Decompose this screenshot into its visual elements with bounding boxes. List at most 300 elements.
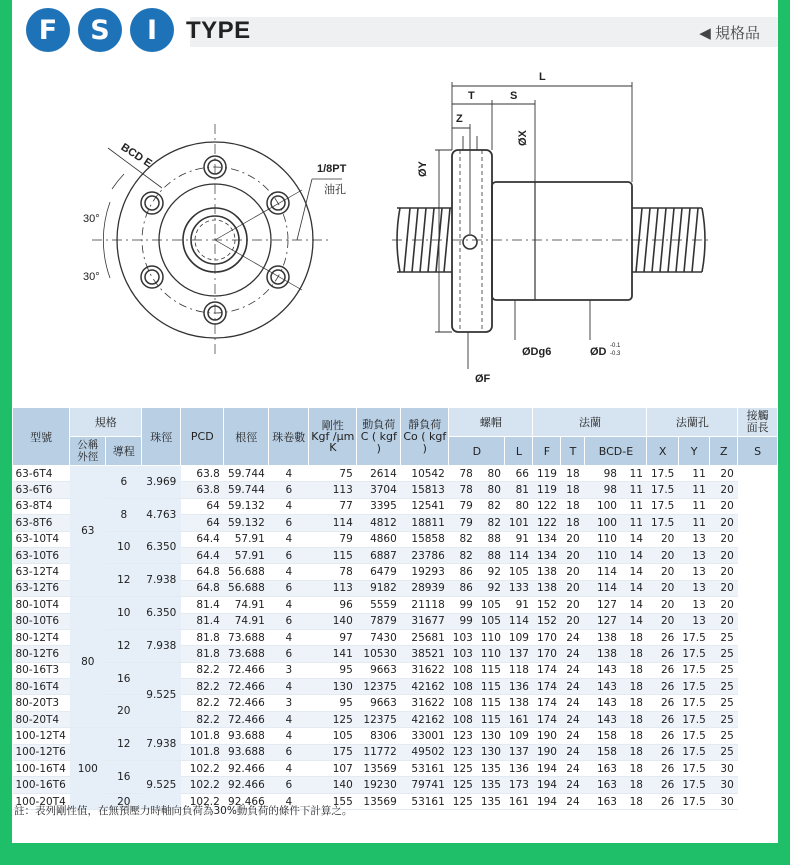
hole-x-cell: 14 — [621, 531, 647, 547]
flange-t-cell: 24 — [561, 711, 585, 727]
circuits-cell: 4 — [269, 793, 309, 809]
rigidity-cell: 97 — [309, 629, 357, 645]
nut-d1-cell: 103 — [449, 646, 477, 662]
dyn-load-cell: 6479 — [357, 564, 401, 580]
nut-l-cell: 109 — [505, 728, 533, 744]
static-load-cell: 33001 — [401, 728, 449, 744]
nut-d1-cell: 103 — [449, 629, 477, 645]
ball-dia-cell: 7.938 — [142, 564, 181, 597]
pcd-cell: 64.4 — [181, 547, 224, 563]
table-row — [13, 498, 778, 514]
nominal-od-cell: 63 — [70, 466, 106, 597]
static-load-cell: 38521 — [401, 646, 449, 662]
flange-t-cell: 24 — [561, 662, 585, 678]
hole-x-cell: 11 — [621, 498, 647, 514]
flange-bcd-cell: 143 — [585, 711, 621, 727]
model-cell: 63-12T4 — [13, 564, 70, 580]
hole-x-cell: 18 — [621, 711, 647, 727]
contact-len-cell: 20 — [710, 515, 738, 531]
nut-d1-cell: 125 — [449, 777, 477, 793]
circuits-cell: 3 — [269, 662, 309, 678]
contact-len-cell: 20 — [710, 613, 738, 629]
hole-y-cell: 26 — [647, 744, 678, 760]
th-lead: 導程 — [106, 437, 142, 466]
nut-l-cell: 91 — [505, 597, 533, 613]
pcd-cell: 101.8 — [181, 728, 224, 744]
root-dia-cell: 74.91 — [224, 613, 269, 629]
flange-bcd-cell: 143 — [585, 662, 621, 678]
root-dia-cell: 92.466 — [224, 761, 269, 777]
flange-t-cell: 24 — [561, 695, 585, 711]
badge-f: F — [26, 8, 70, 52]
pcd-cell: 63.8 — [181, 482, 224, 498]
nut-l-cell: 80 — [505, 498, 533, 514]
hole-z-cell: 11 — [678, 498, 709, 514]
flange-bcd-cell: 110 — [585, 531, 621, 547]
dyn-load-cell: 11772 — [357, 744, 401, 760]
flange-t-cell: 18 — [561, 466, 585, 482]
contact-len-cell: 25 — [710, 695, 738, 711]
hole-y-cell: 20 — [647, 597, 678, 613]
angle-top-label: 30° — [83, 213, 100, 225]
hole-x-cell: 18 — [621, 744, 647, 760]
th-BCDE: BCD-E — [585, 437, 647, 466]
contact-len-cell: 20 — [710, 531, 738, 547]
root-dia-cell: 59.132 — [224, 515, 269, 531]
static-load-cell: 53161 — [401, 761, 449, 777]
flange-t-cell: 18 — [561, 498, 585, 514]
pcd-cell: 82.2 — [181, 711, 224, 727]
nut-l-cell: 138 — [505, 695, 533, 711]
th-contact-len: 接觸 面長 — [738, 408, 778, 437]
flange-f-cell: 134 — [533, 547, 561, 563]
oil-port-label: 1/8PT — [317, 163, 347, 175]
spec-link[interactable]: ◀ 規格品 — [699, 25, 760, 42]
dim-D: ØD — [590, 346, 607, 358]
root-dia-cell: 57.91 — [224, 531, 269, 547]
contact-len-cell: 20 — [710, 547, 738, 563]
lead-cell: 16 — [106, 761, 142, 794]
pcd-cell: 81.8 — [181, 629, 224, 645]
contact-len-cell: 25 — [710, 711, 738, 727]
flange-f-cell: 170 — [533, 629, 561, 645]
rigidity-cell: 105 — [309, 728, 357, 744]
lead-cell: 20 — [106, 695, 142, 728]
hole-x-cell: 18 — [621, 646, 647, 662]
contact-len-cell: 20 — [710, 564, 738, 580]
dyn-load-cell: 7430 — [357, 629, 401, 645]
flange-f-cell: 190 — [533, 744, 561, 760]
rigidity-cell: 77 — [309, 498, 357, 514]
dyn-load-cell: 12375 — [357, 711, 401, 727]
table-row — [13, 466, 778, 482]
static-load-cell: 10542 — [401, 466, 449, 482]
model-cell: 80-20T4 — [13, 711, 70, 727]
nut-d2-cell: 92 — [477, 580, 505, 596]
hole-z-cell: 13 — [678, 580, 709, 596]
circuits-cell: 4 — [269, 629, 309, 645]
circuits-cell: 6 — [269, 646, 309, 662]
hole-y-cell: 26 — [647, 662, 678, 678]
nut-l-cell: 114 — [505, 547, 533, 563]
static-load-cell: 15858 — [401, 531, 449, 547]
hole-z-cell: 13 — [678, 547, 709, 563]
root-dia-cell: 59.744 — [224, 482, 269, 498]
lead-cell: 12 — [106, 728, 142, 761]
flange-f-cell: 119 — [533, 482, 561, 498]
flange-bcd-cell: 163 — [585, 793, 621, 809]
badge-s: S — [78, 8, 122, 52]
hole-z-cell: 13 — [678, 531, 709, 547]
dyn-load-cell: 9663 — [357, 695, 401, 711]
model-cell: 63-12T6 — [13, 580, 70, 596]
ball-dia-cell: 7.938 — [142, 629, 181, 662]
dim-Dg6: ØDg6 — [522, 346, 552, 358]
table-row — [13, 695, 778, 711]
hole-x-cell: 14 — [621, 613, 647, 629]
contact-len-cell: 25 — [710, 728, 738, 744]
root-dia-cell: 72.466 — [224, 695, 269, 711]
ball-dia-cell: 7.938 — [142, 728, 181, 761]
flange-bcd-cell: 143 — [585, 679, 621, 695]
hole-x-cell: 14 — [621, 597, 647, 613]
dyn-load-cell: 8306 — [357, 728, 401, 744]
th-F: F — [533, 437, 561, 466]
th-X: X — [647, 437, 678, 466]
rigidity-cell: 141 — [309, 646, 357, 662]
static-load-cell: 31622 — [401, 662, 449, 678]
nut-d1-cell: 108 — [449, 679, 477, 695]
rigidity-cell: 140 — [309, 777, 357, 793]
static-load-cell: 31622 — [401, 695, 449, 711]
th-rigidity: 剛性 Kgf /μm K — [309, 408, 357, 466]
model-cell: 100-20T4 — [13, 793, 70, 809]
nut-d1-cell: 108 — [449, 662, 477, 678]
pcd-cell: 64.4 — [181, 531, 224, 547]
flange-side — [452, 150, 492, 332]
circuits-cell: 6 — [269, 744, 309, 760]
spec-table-body — [13, 466, 778, 810]
contact-len-cell: 20 — [710, 580, 738, 596]
static-load-cell: 23786 — [401, 547, 449, 563]
dyn-load-cell: 4812 — [357, 515, 401, 531]
hole-z-cell: 17.5 — [678, 744, 709, 760]
nominal-od-cell: 80 — [70, 597, 106, 728]
model-cell: 100-12T6 — [13, 744, 70, 760]
badge-i: I — [130, 8, 174, 52]
nut-d1-cell: 82 — [449, 531, 477, 547]
flange-bcd-cell: 110 — [585, 547, 621, 563]
contact-len-cell: 30 — [710, 761, 738, 777]
hole-x-cell: 14 — [621, 564, 647, 580]
hole-y-cell: 17.5 — [647, 466, 678, 482]
dim-T: T — [468, 90, 475, 102]
hole-y-cell: 17.5 — [647, 482, 678, 498]
technical-drawing — [12, 64, 778, 404]
th-circuits: 珠卷數 — [269, 408, 309, 466]
root-dia-cell: 74.91 — [224, 597, 269, 613]
nut-d1-cell: 86 — [449, 564, 477, 580]
static-load-cell: 15813 — [401, 482, 449, 498]
flange-f-cell: 122 — [533, 498, 561, 514]
rigidity-cell: 95 — [309, 662, 357, 678]
nut-d2-cell: 92 — [477, 564, 505, 580]
type-bar — [190, 17, 778, 47]
flange-bcd-cell: 127 — [585, 597, 621, 613]
dyn-load-cell: 13569 — [357, 793, 401, 809]
oil-port-side — [463, 235, 477, 249]
root-dia-cell: 56.688 — [224, 580, 269, 596]
flange-f-cell: 119 — [533, 466, 561, 482]
nut-d2-cell: 135 — [477, 777, 505, 793]
nut-d1-cell: 108 — [449, 695, 477, 711]
dyn-load-cell: 12375 — [357, 679, 401, 695]
nut-d2-cell: 135 — [477, 761, 505, 777]
nut-d1-cell: 78 — [449, 466, 477, 482]
hole-x-cell: 18 — [621, 695, 647, 711]
flange-t-cell: 24 — [561, 728, 585, 744]
ball-dia-cell: 6.350 — [142, 531, 181, 564]
flange-f-cell: 190 — [533, 728, 561, 744]
flange-t-cell: 24 — [561, 777, 585, 793]
flange-f-cell: 152 — [533, 597, 561, 613]
root-dia-cell: 57.91 — [224, 547, 269, 563]
nut-d2-cell: 110 — [477, 646, 505, 662]
pcd-cell: 81.8 — [181, 646, 224, 662]
static-load-cell: 42162 — [401, 711, 449, 727]
lead-cell: 16 — [106, 662, 142, 695]
dim-Z: Z — [456, 113, 463, 125]
nut-d2-cell: 105 — [477, 613, 505, 629]
hole-z-cell: 17.5 — [678, 679, 709, 695]
th-model: 型號 — [13, 408, 70, 466]
static-load-cell: 42162 — [401, 679, 449, 695]
flange-bcd-cell: 100 — [585, 515, 621, 531]
nut-l-cell: 105 — [505, 564, 533, 580]
rigidity-cell: 115 — [309, 547, 357, 563]
lead-cell: 12 — [106, 564, 142, 597]
th-D: D — [449, 437, 505, 466]
static-load-cell: 12541 — [401, 498, 449, 514]
pcd-cell: 81.4 — [181, 597, 224, 613]
hole-x-cell: 18 — [621, 662, 647, 678]
hole-x-cell: 11 — [621, 515, 647, 531]
root-dia-cell: 59.132 — [224, 498, 269, 514]
rigidity-cell: 79 — [309, 531, 357, 547]
flange-f-cell: 174 — [533, 662, 561, 678]
flange-bcd-cell: 114 — [585, 580, 621, 596]
hole-x-cell: 18 — [621, 793, 647, 809]
flange-t-cell: 24 — [561, 629, 585, 645]
hole-x-cell: 11 — [621, 466, 647, 482]
dim-D-tol-lower: -0.3 — [610, 351, 621, 357]
flange-t-cell: 24 — [561, 793, 585, 809]
hole-z-cell: 17.5 — [678, 793, 709, 809]
root-dia-cell: 72.466 — [224, 679, 269, 695]
rigidity-cell: 125 — [309, 711, 357, 727]
root-dia-cell: 73.688 — [224, 629, 269, 645]
hole-y-cell: 26 — [647, 728, 678, 744]
flange-t-cell: 24 — [561, 761, 585, 777]
contact-len-cell: 30 — [710, 777, 738, 793]
nut-d2-cell: 88 — [477, 531, 505, 547]
model-cell: 63-10T4 — [13, 531, 70, 547]
ball-dia-cell: 9.525 — [142, 761, 181, 810]
contact-len-cell: 20 — [710, 597, 738, 613]
nut-d1-cell: 99 — [449, 597, 477, 613]
rigidity-cell: 113 — [309, 580, 357, 596]
th-Z: Z — [710, 437, 738, 466]
hole-y-cell: 26 — [647, 679, 678, 695]
type-title: TYPE — [186, 17, 251, 44]
nut-d1-cell: 123 — [449, 728, 477, 744]
dimension-lines — [435, 82, 632, 369]
nut-l-cell: 161 — [505, 793, 533, 809]
table-row — [13, 531, 778, 547]
nut-d2-cell: 105 — [477, 597, 505, 613]
dyn-load-cell: 7879 — [357, 613, 401, 629]
nut-l-cell: 109 — [505, 629, 533, 645]
model-cell: 63-8T4 — [13, 498, 70, 514]
hole-z-cell: 17.5 — [678, 646, 709, 662]
nut-d1-cell: 79 — [449, 498, 477, 514]
hole-z-cell: 17.5 — [678, 761, 709, 777]
lead-cell: 10 — [106, 531, 142, 564]
rigidity-cell: 175 — [309, 744, 357, 760]
hole-y-cell: 26 — [647, 646, 678, 662]
pcd-cell: 64 — [181, 515, 224, 531]
nut-l-cell: 101 — [505, 515, 533, 531]
pcd-cell: 102.2 — [181, 761, 224, 777]
root-dia-cell: 92.466 — [224, 793, 269, 809]
dyn-load-cell: 3704 — [357, 482, 401, 498]
model-cell: 100-16T4 — [13, 761, 70, 777]
table-row — [13, 761, 778, 777]
model-cell: 63-8T6 — [13, 515, 70, 531]
nut-d1-cell: 123 — [449, 744, 477, 760]
hole-y-cell: 20 — [647, 547, 678, 563]
dyn-load-cell: 10530 — [357, 646, 401, 662]
nut-d1-cell: 82 — [449, 547, 477, 563]
dyn-load-cell: 2614 — [357, 466, 401, 482]
nut-d2-cell: 115 — [477, 679, 505, 695]
flange-t-cell: 18 — [561, 482, 585, 498]
dim-Y: ØY — [417, 161, 429, 177]
dim-D-tol-upper: -0.1 — [610, 343, 621, 349]
hole-y-cell: 20 — [647, 613, 678, 629]
model-cell: 80-20T3 — [13, 695, 70, 711]
hole-y-cell: 26 — [647, 711, 678, 727]
pcd-cell: 102.2 — [181, 793, 224, 809]
table-row — [13, 629, 778, 645]
flange-bcd-cell: 138 — [585, 629, 621, 645]
th-Y: Y — [678, 437, 709, 466]
nut-d1-cell: 108 — [449, 711, 477, 727]
hole-y-cell: 17.5 — [647, 515, 678, 531]
hole-x-cell: 18 — [621, 679, 647, 695]
model-cell: 80-16T3 — [13, 662, 70, 678]
hole-y-cell: 20 — [647, 564, 678, 580]
rigidity-cell: 95 — [309, 695, 357, 711]
hole-x-cell: 18 — [621, 777, 647, 793]
flange-f-cell: 174 — [533, 695, 561, 711]
root-dia-cell: 72.466 — [224, 711, 269, 727]
hole-z-cell: 11 — [678, 515, 709, 531]
nut-body-side — [492, 182, 632, 300]
screw-shaft-left — [397, 208, 452, 272]
contact-len-cell: 30 — [710, 793, 738, 809]
circuits-cell: 6 — [269, 547, 309, 563]
root-dia-cell: 56.688 — [224, 564, 269, 580]
table-row — [13, 728, 778, 744]
pcd-cell: 101.8 — [181, 744, 224, 760]
rigidity-cell: 155 — [309, 793, 357, 809]
static-load-cell: 53161 — [401, 793, 449, 809]
flange-f-cell: 152 — [533, 613, 561, 629]
contact-len-cell: 20 — [710, 482, 738, 498]
th-static-load: 靜負荷 Co ( kgf ) — [401, 408, 449, 466]
flange-f-cell: 170 — [533, 646, 561, 662]
flange-bcd-cell: 163 — [585, 761, 621, 777]
model-cell: 80-16T4 — [13, 679, 70, 695]
nut-d2-cell: 80 — [477, 466, 505, 482]
lead-cell: 8 — [106, 498, 142, 531]
nut-d2-cell: 130 — [477, 728, 505, 744]
nut-d1-cell: 79 — [449, 515, 477, 531]
root-dia-cell: 59.744 — [224, 466, 269, 482]
root-dia-cell: 93.688 — [224, 728, 269, 744]
dyn-load-cell: 19230 — [357, 777, 401, 793]
static-load-cell: 28939 — [401, 580, 449, 596]
hole-y-cell: 20 — [647, 580, 678, 596]
catalog-sheet — [12, 0, 778, 843]
dyn-load-cell: 9182 — [357, 580, 401, 596]
th-nut: 螺帽 — [449, 408, 533, 437]
pcd-cell: 64.8 — [181, 580, 224, 596]
th-T: T — [561, 437, 585, 466]
circuits-cell: 4 — [269, 679, 309, 695]
dyn-load-cell: 3395 — [357, 498, 401, 514]
root-dia-cell: 72.466 — [224, 662, 269, 678]
contact-len-cell: 25 — [710, 646, 738, 662]
nut-l-cell: 136 — [505, 679, 533, 695]
flange-f-cell: 194 — [533, 761, 561, 777]
nut-l-cell: 91 — [505, 531, 533, 547]
circuits-cell: 6 — [269, 777, 309, 793]
table-row — [13, 564, 778, 580]
nut-l-cell: 114 — [505, 613, 533, 629]
flange-t-cell: 18 — [561, 515, 585, 531]
flange-t-cell: 24 — [561, 744, 585, 760]
oil-port-cn-label: 油孔 — [324, 184, 346, 196]
pcd-cell: 64.8 — [181, 564, 224, 580]
rigidity-cell: 96 — [309, 597, 357, 613]
contact-len-cell: 25 — [710, 679, 738, 695]
lead-cell: 12 — [106, 629, 142, 662]
th-flange: 法蘭 — [533, 408, 647, 437]
nut-d1-cell: 125 — [449, 793, 477, 809]
flange-bcd-cell: 143 — [585, 695, 621, 711]
ball-dia-cell: 9.525 — [142, 662, 181, 728]
flange-f-cell: 122 — [533, 515, 561, 531]
flange-f-cell: 138 — [533, 564, 561, 580]
hole-y-cell: 20 — [647, 531, 678, 547]
flange-t-cell: 24 — [561, 646, 585, 662]
hole-y-cell: 17.5 — [647, 498, 678, 514]
hole-y-cell: 26 — [647, 629, 678, 645]
flange-front-view — [92, 124, 342, 356]
dyn-load-cell: 13569 — [357, 761, 401, 777]
